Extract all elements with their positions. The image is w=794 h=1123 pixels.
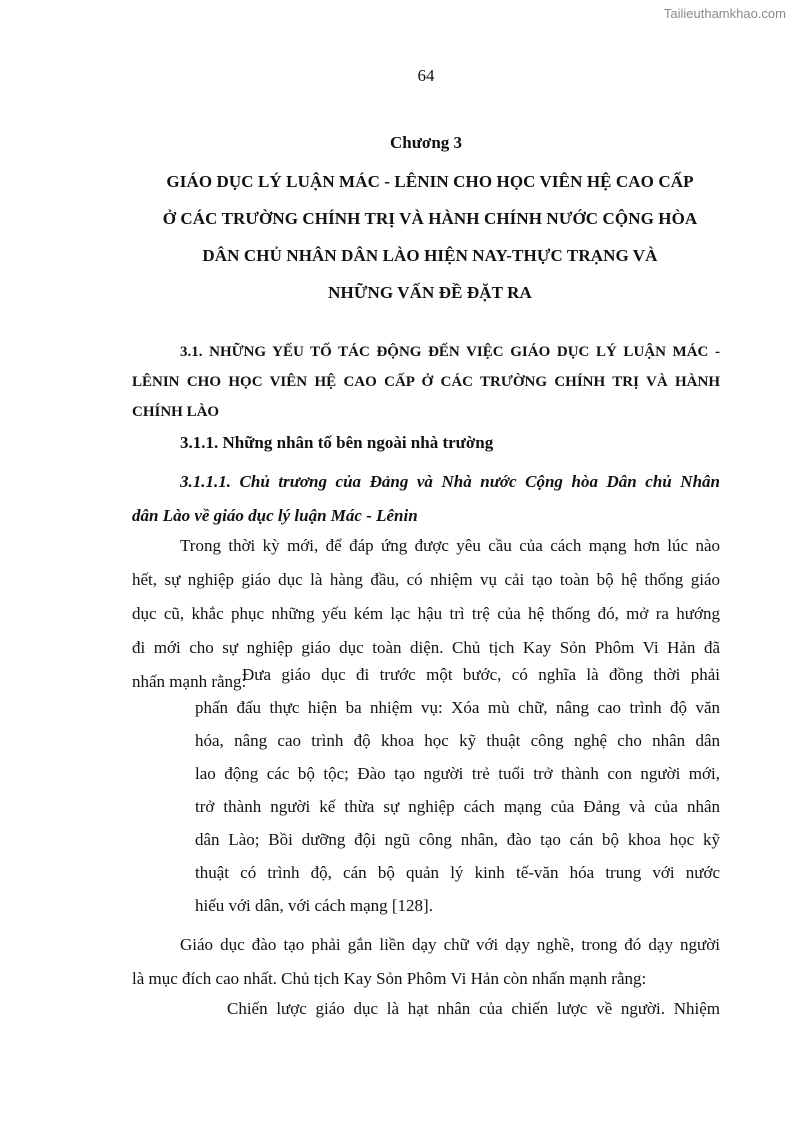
paragraph-line: Giáo dục đào tạo phải gắn liền dạy chữ với dạy nghề, trong đó dạy người: [180, 935, 720, 954]
block-quote-1: [195, 658, 720, 922]
quote-line: Đưa giáo dục đi trước một bước, có nghĩa là đồng thời phải: [242, 665, 720, 684]
section-heading-line: dân Lào về giáo dục lý luận Mác - Lênin: [132, 506, 418, 525]
paragraph-line: hết, sự nghiệp giáo dục là hàng đầu, có nhiệm vụ cải tạo toàn bộ hệ thống giáo: [132, 570, 720, 589]
section-heading-line: CHÍNH LÀO: [132, 404, 220, 420]
paragraph-line: đi mới cho sự nghiệp giáo dục toàn diện. Chủ tịch Kay Sỏn Phôm Vi Hản đã: [132, 638, 720, 657]
quote-line: hóa, nâng cao trình độ khoa học kỹ thuật công nghệ cho nhân dân: [195, 731, 720, 750]
chapter-title: [140, 163, 720, 311]
quote-line: hiếu với dân, với cách mạng [128].: [195, 896, 433, 915]
watermark: Tailieuthamkhao.com: [663, 6, 786, 21]
paragraph-line: là mục đích cao nhất. Chủ tịch Kay Sỏn Phôm Vi Hản còn nhấn mạnh rằng:: [132, 969, 647, 988]
quote-line: lao động các bộ tộc; Đào tạo người trẻ tuổi trở thành con người mới,: [195, 764, 720, 783]
section-heading-3-1-1: 3.1.1. Những nhân tố bên ngoài nhà trường: [180, 433, 494, 452]
quote-line: dân Lào; Bồi dưỡng đội ngũ công nhân, đào tạo cán bộ khoa học kỹ: [195, 830, 720, 849]
section-heading-line: LÊNIN CHO HỌC VIÊN HỆ CAO CẤP Ở CÁC TRƯỜNG CHÍNH TRỊ VÀ HÀNH: [132, 374, 720, 390]
block-quote-2: Chiến lược giáo dục là hạt nhân của chiến lược về người. Nhiệm: [227, 999, 720, 1018]
chapter-title-line: GIÁO DỤC LÝ LUẬN MÁC - LÊNIN CHO HỌC VIÊN HỆ CAO CẤP: [166, 172, 694, 191]
section-heading-3-1-1-1: [132, 465, 720, 533]
quote-line: thuật có trình độ, cán bộ quản lý kinh tế-văn hóa trung với nước: [195, 863, 720, 882]
body-paragraph-2: [132, 928, 720, 996]
quote-line: phấn đấu thực hiện ba nhiệm vụ: Xóa mù chữ, nâng cao trình độ văn: [195, 698, 720, 717]
chapter-label: Chương 3: [389, 133, 463, 152]
quote-line: trở thành người kế thừa sự nghiệp cách mạng của Đảng và của nhân: [195, 797, 720, 816]
paragraph-line: nhấn mạnh rằng:: [132, 672, 247, 691]
section-heading-3-1: [132, 337, 720, 427]
paragraph-line: dục cũ, khắc phục những yếu kém lạc hậu trì trệ của hệ thống đó, mở ra hướng: [132, 604, 720, 623]
section-heading-line: 3.1. NHỮNG YẾU TỐ TÁC ĐỘNG ĐẾN VIỆC GIÁO DỤC LÝ LUẬN MÁC -: [180, 344, 720, 360]
section-heading-line: 3.1.1.1. Chủ trương của Đảng và Nhà nước Cộng hòa Dân chủ Nhân: [180, 472, 720, 491]
chapter-title-line: DÂN CHỦ NHÂN DÂN LÀO HIỆN NAY-THỰC TRẠNG VÀ: [202, 246, 658, 265]
paragraph-line: Trong thời kỳ mới, để đáp ứng được yêu cầu của cách mạng hơn lúc nào: [180, 536, 720, 555]
chapter-title-line: NHỮNG VẤN ĐỀ ĐẶT RA: [328, 283, 532, 302]
page-number: 64: [417, 66, 435, 85]
chapter-title-line: Ở CÁC TRƯỜNG CHÍNH TRỊ VÀ HÀNH CHÍNH NƯỚC CỘNG HÒA: [162, 209, 698, 228]
